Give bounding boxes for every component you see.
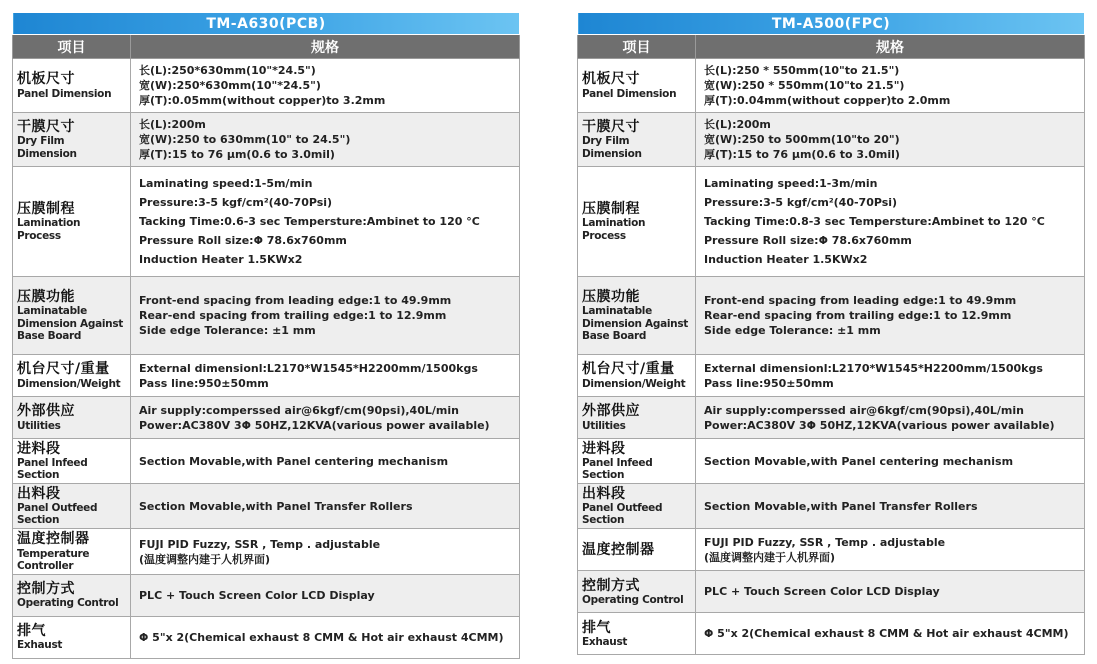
item-label-en: Panel Infeed Section — [17, 457, 88, 482]
spec-line: PLC + Touch Screen Color LCD Display — [704, 585, 940, 599]
column-header-spec: 规格 — [131, 35, 520, 59]
spec-line: 长(L):250 * 550mm(10"to 21.5") — [704, 64, 900, 77]
spec-line: 厚(T):0.05mm(without copper)to 3.2mm — [139, 94, 386, 107]
item-label-zh: 进料段 — [17, 441, 61, 457]
table-row — [578, 113, 1085, 167]
item-label-zh: 机板尺寸 — [17, 71, 75, 88]
table-title: TM-A630(PCB) — [13, 13, 520, 35]
table-row — [578, 613, 1085, 655]
item-label-zh: 干膜尺寸 — [17, 119, 75, 136]
spec-line: Section Movable,with Panel centering mechanism — [704, 454, 1014, 468]
spec-cell — [696, 571, 1085, 613]
spec-line: (温度调整内建于人机界面) — [704, 550, 836, 564]
item-cell — [578, 113, 696, 167]
spec-line: 厚(T):0.04mm(without copper)to 2.0mm — [704, 94, 951, 107]
item-cell — [13, 113, 131, 167]
spec-line: Induction Heater 1.5KWx2 — [139, 253, 303, 266]
item-cell — [13, 59, 131, 113]
spec-line: Pressure:3-5 kgf/cm²(40-70Psi) — [704, 196, 898, 209]
table-row — [13, 529, 520, 574]
item-label-en: Panel Dimension — [17, 87, 112, 100]
item-label-zh: 出料段 — [17, 486, 61, 503]
spec-cell — [131, 439, 520, 484]
item-label-zh: 排气 — [582, 619, 611, 636]
item-label-zh: 压膜功能 — [582, 289, 640, 306]
spec-line: Laminating speed:1-5m/min — [139, 177, 313, 190]
spec-line: Front-end spacing from leading edge:1 to 49.9mm — [704, 294, 1017, 307]
table-row — [578, 167, 1085, 277]
spec-line: External dimensionl:L2170*W1545*H2200mm/1500kgs — [704, 361, 1043, 375]
spec-line: 长(L):200m — [704, 118, 771, 131]
table-row — [578, 571, 1085, 613]
item-label-en: Dry Film Dimension — [582, 135, 642, 160]
item-cell — [578, 167, 696, 277]
spec-line: Tacking Time:0.8-3 sec Tempersture:Ambinet to 120 °C — [704, 215, 1045, 228]
item-label-en: Exhaust — [582, 635, 628, 648]
item-cell — [13, 616, 131, 658]
spec-line: FUJI PID Fuzzy, SSR , Temp . adjustable — [139, 537, 381, 551]
item-cell — [578, 613, 696, 655]
spec-line: Pressure:3-5 kgf/cm²(40-70Psi) — [139, 196, 333, 209]
item-label-en: Dimension/Weight — [17, 377, 121, 390]
item-label-zh: 温度控制器 — [582, 541, 655, 558]
item-cell — [13, 355, 131, 397]
item-label-en: Exhaust — [17, 639, 63, 652]
item-label-en: Temperature Controller — [17, 547, 90, 572]
table-title: TM-A500(FPC) — [578, 13, 1085, 35]
spec-cell — [696, 277, 1085, 355]
spec-line: Air supply:comperssed air@6kgf/cm(90psi),40L/min — [704, 403, 1024, 417]
table-row — [578, 277, 1085, 355]
spec-line: Pressure Roll size:Φ 78.6x760mm — [139, 234, 347, 247]
item-label-en: Panel Infeed Section — [582, 457, 653, 482]
spec-cell — [696, 439, 1085, 484]
item-cell — [13, 529, 131, 574]
item-cell — [13, 439, 131, 484]
item-label-zh: 压膜功能 — [17, 289, 75, 306]
column-header-spec: 规格 — [696, 35, 1085, 59]
item-cell — [13, 574, 131, 616]
spec-line: Side edge Tolerance: ±1 mm — [704, 324, 881, 337]
spec-line: FUJI PID Fuzzy, SSR , Temp . adjustable — [704, 535, 946, 549]
spec-line: 宽(W):250 * 550mm(10"to 21.5") — [704, 79, 905, 92]
table-row — [13, 167, 520, 277]
spec-line: Power:AC380V 3Φ 50HZ,12KVA(various power available) — [139, 418, 490, 432]
table-row — [578, 397, 1085, 439]
spec-cell — [131, 59, 520, 113]
spec-line: Pass line:950±50mm — [139, 376, 269, 390]
item-label-zh: 出料段 — [582, 486, 626, 503]
spec-line: Induction Heater 1.5KWx2 — [704, 253, 868, 266]
spec-line: Section Movable,with Panel centering mechanism — [139, 454, 449, 468]
column-header-item: 项目 — [13, 35, 131, 59]
item-label-en: Laminatable Dimension Against Base Board — [582, 305, 689, 342]
item-label-zh: 排气 — [17, 623, 46, 640]
spec-line: PLC + Touch Screen Color LCD Display — [139, 588, 375, 602]
spec-line: 宽(W):250 to 630mm(10" to 24.5") — [139, 133, 351, 146]
item-label-zh: 控制方式 — [582, 577, 640, 594]
item-label-zh: 机台尺寸/重量 — [582, 361, 675, 378]
item-cell — [13, 277, 131, 355]
spec-cell — [131, 484, 520, 529]
spec-line: Laminating speed:1-3m/min — [704, 177, 878, 190]
spec-line: Pressure Roll size:Φ 78.6x760mm — [704, 234, 912, 247]
spec-line: Φ 5"x 2(Chemical exhaust 8 CMM & Hot air exhaust 4CMM) — [139, 630, 504, 644]
item-cell — [13, 397, 131, 439]
item-cell — [578, 571, 696, 613]
table-row — [13, 113, 520, 167]
spec-line: 宽(W):250 to 500mm(10"to 20") — [704, 133, 900, 146]
item-label-en: Operating Control — [17, 597, 119, 610]
spec-cell — [131, 113, 520, 167]
item-cell — [578, 439, 696, 484]
item-label-en: Panel Dimension — [582, 87, 677, 100]
table-row — [13, 484, 520, 529]
spec-cell — [131, 397, 520, 439]
item-label-zh: 外部供应 — [17, 403, 75, 420]
table-row — [13, 355, 520, 397]
spec-line: Rear-end spacing from trailing edge:1 to 12.9mm — [704, 309, 1012, 322]
table-row — [13, 59, 520, 113]
item-cell — [13, 484, 131, 529]
spec-cell — [696, 355, 1085, 397]
table-row — [578, 529, 1085, 571]
spec-line: 长(L):250*630mm(10"*24.5") — [139, 64, 316, 77]
table-row — [13, 574, 520, 616]
spec-line: Front-end spacing from leading edge:1 to 49.9mm — [139, 294, 452, 307]
table-row — [578, 484, 1085, 529]
item-label-en: Lamination Process — [582, 217, 646, 242]
spec-line: Section Movable,with Panel Transfer Rollers — [139, 499, 413, 513]
item-cell — [578, 484, 696, 529]
item-label-en: Panel Outfeed Section — [17, 502, 98, 527]
item-cell — [13, 167, 131, 277]
item-cell — [578, 277, 696, 355]
table-body — [13, 59, 520, 659]
spec-line: Air supply:comperssed air@6kgf/cm(90psi),40L/min — [139, 403, 459, 417]
item-label-zh: 外部供应 — [582, 403, 640, 420]
item-label-zh: 进料段 — [582, 441, 626, 457]
spec-table-pcb — [12, 12, 520, 659]
spec-cell — [696, 613, 1085, 655]
item-label-zh: 压膜制程 — [582, 201, 640, 218]
spec-line: 厚(T):15 to 76 µm(0.6 to 3.0mil) — [139, 148, 335, 161]
spec-line: Side edge Tolerance: ±1 mm — [139, 324, 316, 337]
table-row — [578, 355, 1085, 397]
item-cell — [578, 397, 696, 439]
spec-line: (温度调整内建于人机界面) — [139, 552, 271, 566]
spec-line: Tacking Time:0.6-3 sec Tempersture:Ambinet to 120 °C — [139, 215, 480, 228]
spec-cell — [131, 616, 520, 658]
spec-line: Section Movable,with Panel Transfer Rollers — [704, 499, 978, 513]
table-row — [13, 616, 520, 658]
item-label-en: Lamination Process — [17, 217, 81, 242]
spec-cell — [131, 167, 520, 277]
item-label-en: Dimension/Weight — [582, 377, 686, 390]
table-row — [578, 439, 1085, 484]
spec-line: Pass line:950±50mm — [704, 376, 834, 390]
spec-table-fpc — [577, 12, 1085, 655]
spec-cell — [131, 529, 520, 574]
item-label-en: Laminatable Dimension Against Base Board — [17, 305, 124, 342]
spec-line: External dimensionl:L2170*W1545*H2200mm/1500kgs — [139, 361, 478, 375]
item-cell — [578, 355, 696, 397]
spec-cell — [696, 484, 1085, 529]
spec-cell — [696, 529, 1085, 571]
spec-line: Power:AC380V 3Φ 50HZ,12KVA(various power available) — [704, 418, 1055, 432]
spec-line: 宽(W):250*630mm(10"*24.5") — [139, 79, 321, 92]
spec-line: Φ 5"x 2(Chemical exhaust 8 CMM & Hot air exhaust 4CMM) — [704, 627, 1069, 641]
item-label-en: Utilities — [17, 419, 61, 432]
item-cell — [578, 59, 696, 113]
spec-cell — [131, 574, 520, 616]
spec-cell — [696, 113, 1085, 167]
item-label-en: Operating Control — [582, 593, 684, 606]
spec-line: Rear-end spacing from trailing edge:1 to 12.9mm — [139, 309, 447, 322]
spec-line: 长(L):200m — [139, 118, 206, 131]
spec-line: 厚(T):15 to 76 µm(0.6 to 3.0mil) — [704, 148, 900, 161]
spec-cell — [696, 59, 1085, 113]
item-label-zh: 控制方式 — [17, 581, 75, 598]
table-row — [578, 59, 1085, 113]
item-cell — [578, 529, 696, 571]
item-label-zh: 温度控制器 — [17, 531, 90, 548]
item-label-en: Dry Film Dimension — [17, 135, 77, 160]
spec-cell — [131, 355, 520, 397]
table-row — [13, 397, 520, 439]
table-body — [578, 59, 1085, 655]
table-row — [13, 439, 520, 484]
item-label-zh: 压膜制程 — [17, 201, 75, 218]
item-label-en: Utilities — [582, 419, 626, 432]
item-label-zh: 干膜尺寸 — [582, 119, 640, 136]
spec-cell — [131, 277, 520, 355]
column-header-item: 项目 — [578, 35, 696, 59]
spec-cell — [696, 397, 1085, 439]
spec-cell — [696, 167, 1085, 277]
item-label-zh: 机板尺寸 — [582, 71, 640, 88]
item-label-en: Panel Outfeed Section — [582, 502, 663, 527]
table-row — [13, 277, 520, 355]
item-label-zh: 机台尺寸/重量 — [17, 361, 110, 378]
